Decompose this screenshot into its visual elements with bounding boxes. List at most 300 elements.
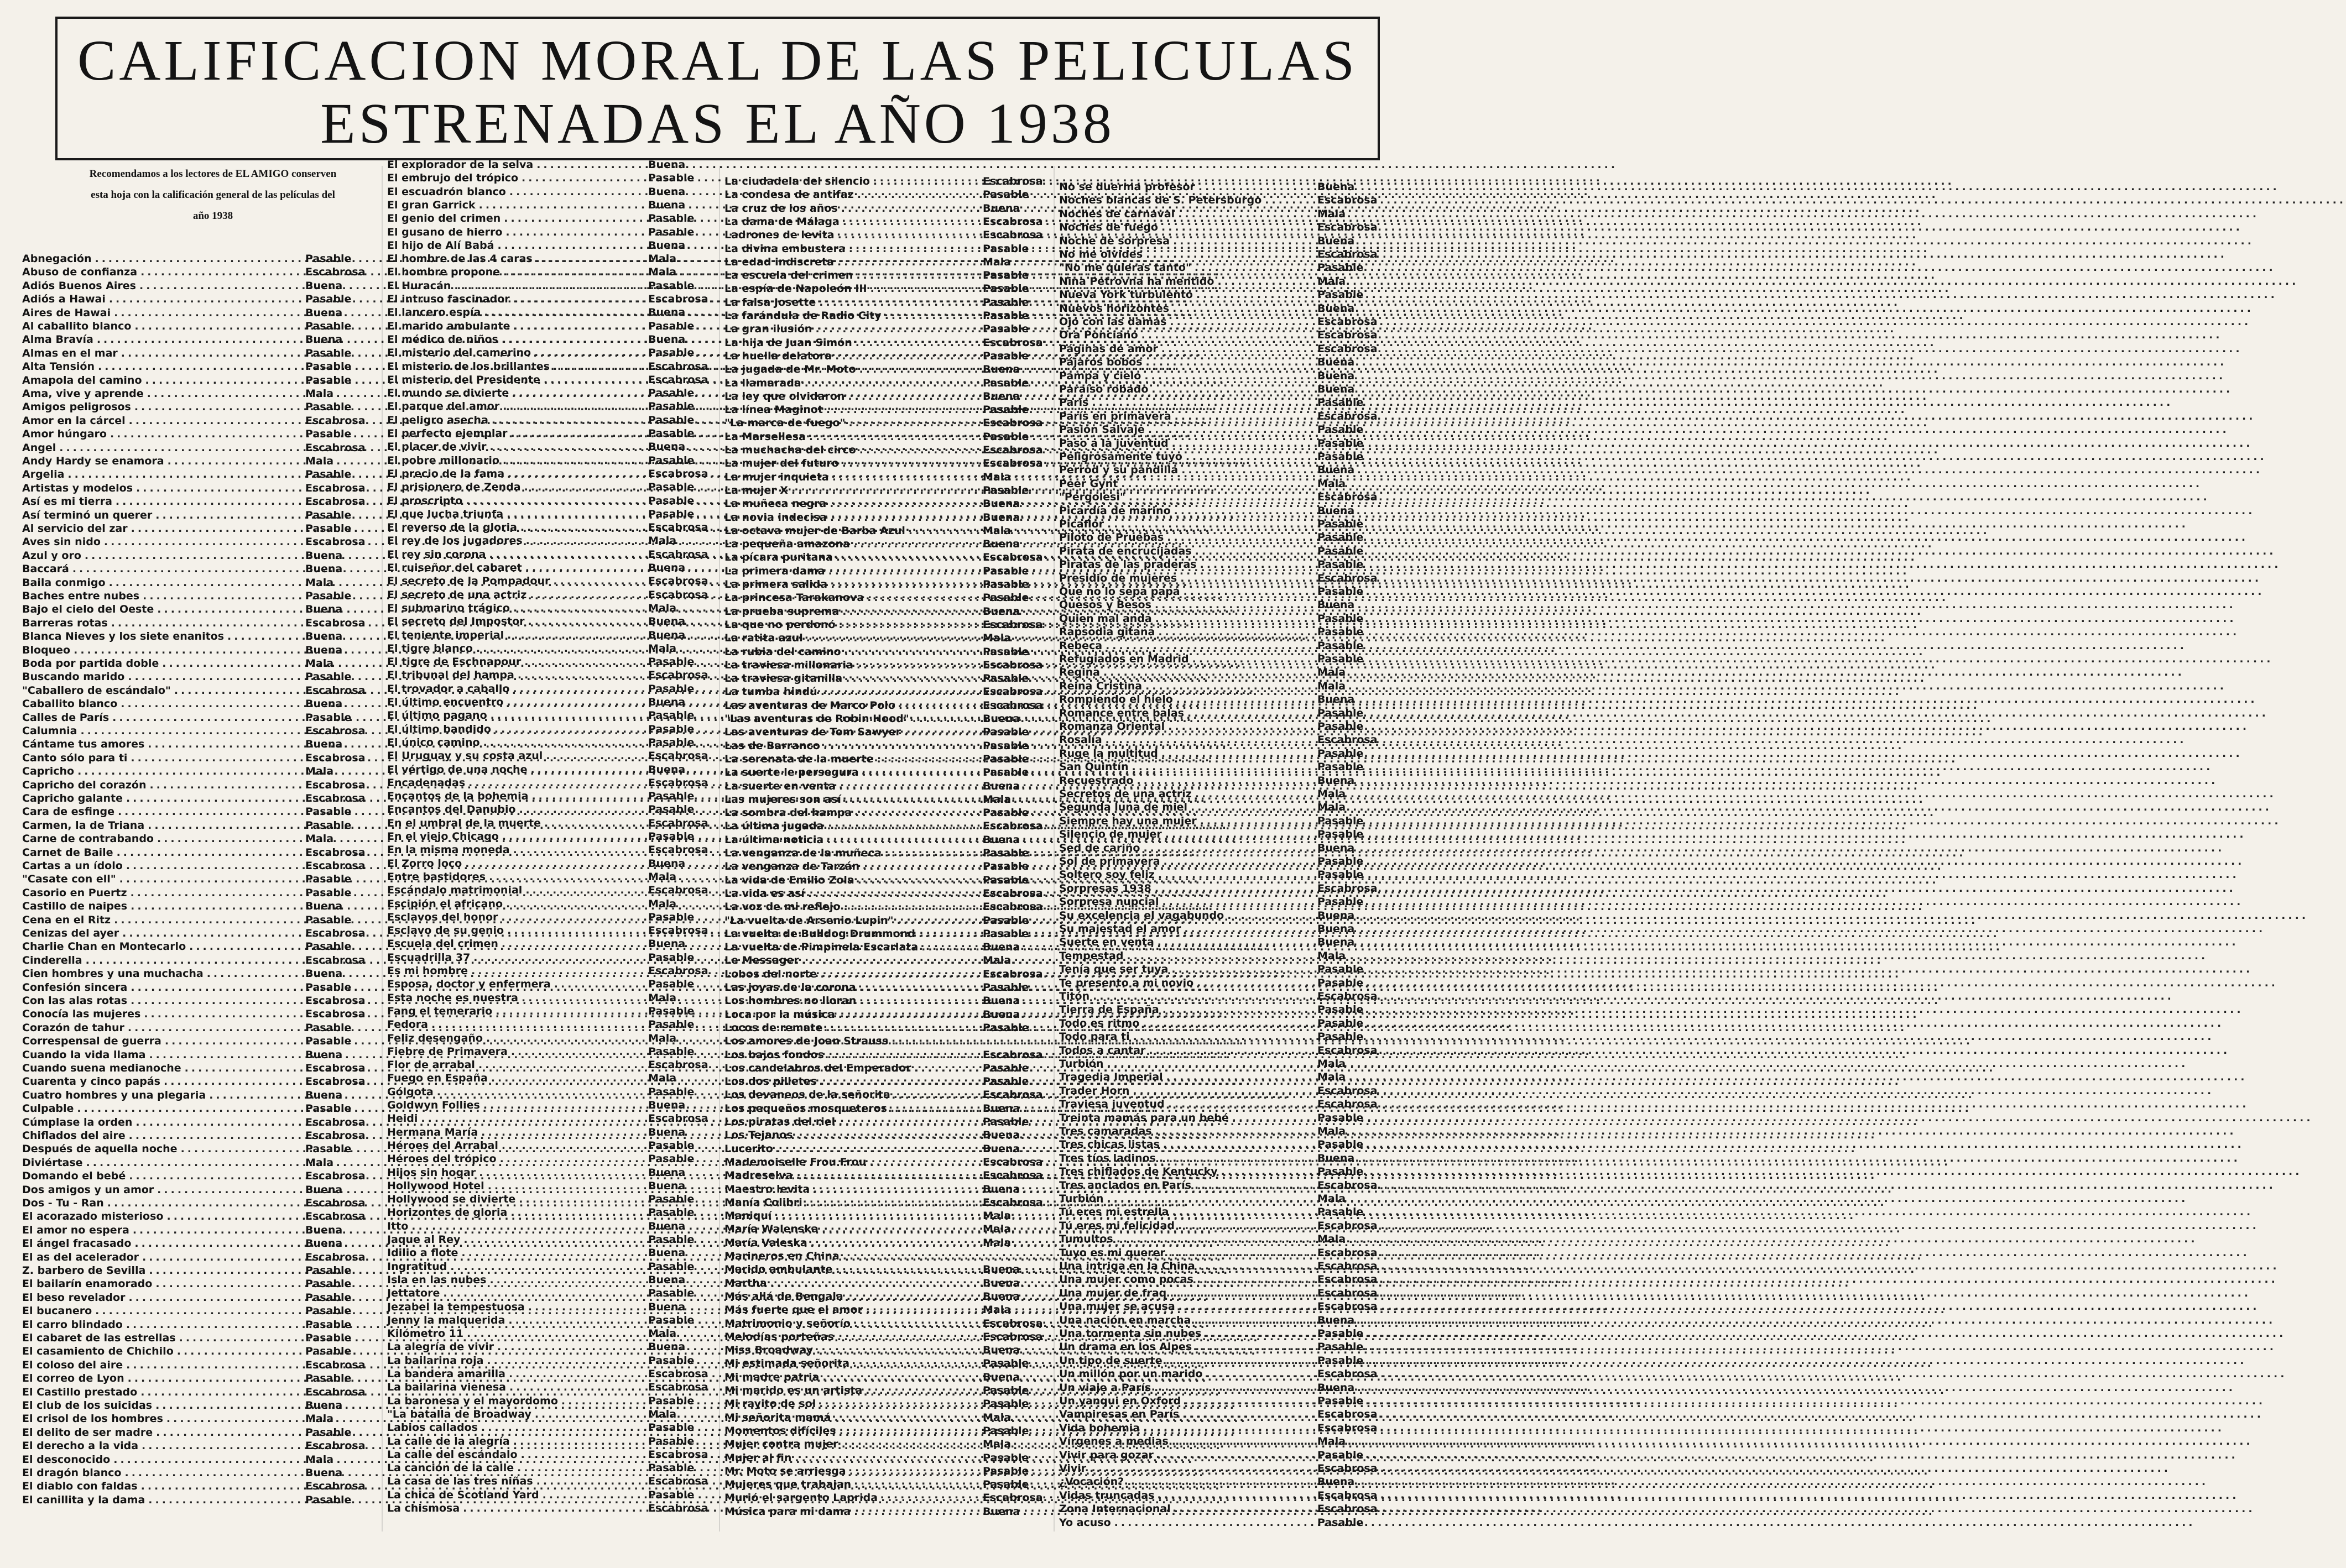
film-rating: Pasable [648, 508, 695, 520]
film-rating: Buena [983, 1008, 1020, 1021]
film-rating: Escabrosa [1317, 1260, 1378, 1272]
film-rating: Escabrosa [648, 924, 708, 937]
film-title: Chiflados del aire [22, 1130, 126, 1142]
film-rating: Pasable [1317, 586, 1364, 598]
dot-leader [114, 913, 302, 928]
film-title: Héroes del Arrabal [387, 1139, 498, 1152]
film-rating: Buena [1317, 842, 1355, 854]
film-title: Una mujer de fraq [1059, 1287, 1167, 1299]
film-title: Un yanqui en Oxford [1059, 1395, 1181, 1407]
film-rating: Pasable [1317, 424, 1364, 436]
film-title: Feliz desengaño [387, 1032, 483, 1044]
film-title: Blanca Nieves y los siete enanitos [22, 630, 225, 643]
film-entry [1059, 584, 1383, 599]
film-entry [387, 1031, 713, 1046]
dot-leader [509, 1380, 645, 1395]
dot-leader [859, 994, 979, 1008]
film-title: La primera dama [724, 565, 825, 577]
film-entry [724, 470, 1048, 485]
film-title: El trovador a caballo [387, 682, 510, 695]
film-title: Sorpresa nupcial [1059, 896, 1159, 908]
dot-leader [165, 1034, 302, 1049]
film-entry [387, 1420, 713, 1435]
dot-leader [509, 185, 645, 200]
intro-note: Recomendamos a los lectores de EL AMIGO conserven esta hoja con la calificación general de las películas del año 1938 [89, 168, 337, 222]
film-rating: Pasable [983, 927, 1029, 940]
dot-leader [528, 1300, 645, 1315]
dot-leader [479, 198, 645, 213]
film-entry [22, 778, 371, 793]
dot-leader [129, 1169, 302, 1184]
film-entry [724, 940, 1048, 955]
film-entry [22, 845, 371, 860]
film-entry [1059, 557, 1383, 572]
film-title: París en primavera [1059, 410, 1171, 422]
film-entry [387, 816, 713, 831]
dot-leader [502, 332, 645, 347]
film-title: Cúmplase la orden [22, 1116, 133, 1128]
film-title: Paraíso robado [1059, 383, 1149, 395]
film-title: La calle del escándalo [387, 1448, 518, 1461]
film-title: Cuarenta y cinco papás [22, 1075, 160, 1088]
dot-leader [502, 1138, 645, 1153]
film-entry [22, 966, 371, 981]
film-title: La línea Maginot [724, 404, 823, 416]
film-title: La falsa Josette [724, 296, 816, 309]
film-entry [1059, 935, 1383, 950]
film-entry [22, 724, 371, 739]
dot-leader [157, 602, 302, 617]
dot-leader [1184, 584, 1314, 599]
film-entry [724, 927, 1048, 942]
film-title: Rosalía [1059, 734, 1102, 746]
film-title: La calle de la alegría [387, 1435, 510, 1447]
film-rating: Mala [648, 1032, 677, 1044]
film-entry [22, 1156, 371, 1170]
film-entry [22, 1061, 371, 1076]
film-entry [387, 494, 713, 509]
film-entry [22, 292, 371, 307]
film-title: Martha [724, 1277, 767, 1289]
film-title: Miss Broadway [724, 1344, 814, 1357]
film-rating: Pasable [305, 886, 352, 899]
dot-leader [508, 467, 645, 482]
film-title: Amor en la cárcel [22, 414, 126, 427]
dot-leader [856, 336, 979, 351]
film-entry [387, 561, 713, 576]
dot-leader [1227, 908, 1314, 923]
dot-leader [207, 966, 302, 981]
dot-leader [1145, 679, 1314, 694]
film-entry [1059, 1164, 1383, 1179]
film-entry [1059, 1097, 1383, 1112]
film-rating: Escabrosa [983, 1196, 1043, 1209]
dot-leader [1141, 328, 1314, 343]
film-rating: Pasable [305, 1035, 352, 1048]
film-title: La primera salida [724, 578, 828, 590]
film-entry [22, 751, 371, 766]
film-rating: Pasable [1317, 976, 1364, 989]
film-title: Azul y oro [22, 549, 81, 562]
film-rating: Buena [648, 562, 686, 574]
dot-leader [890, 1101, 979, 1116]
dot-leader [535, 1407, 645, 1422]
film-title: Madreselva [724, 1169, 793, 1182]
film-rating: Pasable [648, 1488, 695, 1501]
dot-leader [155, 1277, 302, 1292]
film-title: Nina Petrovna ha mentido [1059, 275, 1214, 288]
film-rating: Mala [983, 1210, 1012, 1222]
film-title: Ama, vive y aprende [22, 388, 144, 400]
dot-leader [835, 349, 979, 364]
film-title: La Marsellesa [724, 430, 806, 443]
film-entry [387, 776, 713, 791]
film-entry [724, 1424, 1048, 1439]
film-rating: Pasable [983, 752, 1029, 765]
film-rating: Mala [1317, 1125, 1346, 1137]
film-entry [724, 873, 1048, 888]
film-rating: Mala [1317, 477, 1346, 490]
dot-leader [131, 980, 302, 995]
film-rating: Pasable [305, 360, 352, 373]
film-title: El marido ambulante [387, 320, 510, 332]
film-title: Silencio de mujer [1059, 828, 1162, 841]
dot-leader [421, 1111, 645, 1126]
film-entry [22, 1425, 371, 1440]
film-title: Tempestad [1059, 949, 1124, 962]
film-title: Andy Hardy se enamora [22, 455, 164, 467]
dot-leader [1093, 989, 1314, 1004]
film-entry [724, 1330, 1048, 1345]
film-title: El coloso del aire [22, 1358, 123, 1371]
film-title: Mi señorita mamá [724, 1411, 831, 1424]
film-title: La escuela del crimen [724, 269, 853, 282]
dot-leader [554, 977, 645, 992]
film-entry [1059, 1461, 1383, 1476]
dot-leader [135, 1115, 302, 1130]
dot-leader [530, 588, 645, 603]
film-rating: Pasable [648, 790, 695, 803]
dot-leader [849, 1464, 979, 1479]
dot-leader [856, 268, 979, 283]
dot-leader [144, 1007, 302, 1022]
film-title: Vida bohemia [1059, 1421, 1140, 1434]
film-entry [724, 1182, 1048, 1197]
film-title: Los hombres no lloran [724, 995, 857, 1007]
film-rating: Mala [648, 602, 677, 614]
film-title: Rompiendo el hielo [1059, 693, 1173, 706]
film-rating: Pasable [983, 766, 1029, 779]
film-entry [724, 1074, 1048, 1089]
dot-leader [866, 1383, 979, 1398]
dot-leader [1127, 949, 1314, 964]
film-title: La serenata de la muerte [724, 752, 874, 765]
film-entry [387, 305, 713, 320]
film-entry [387, 991, 713, 1006]
film-rating: Escabrosa [305, 1440, 366, 1452]
film-rating: Pasable [983, 1021, 1029, 1034]
film-entry [22, 670, 371, 684]
film-entry [1059, 1367, 1383, 1382]
film-title: El placer de vivir [387, 441, 487, 453]
film-title: El hijo de Alí Babá [387, 239, 494, 252]
dot-leader [450, 1259, 645, 1274]
film-rating: Mala [648, 266, 677, 279]
film-entry [22, 980, 371, 995]
film-rating: Pasable [648, 1045, 695, 1058]
film-rating: Mala [305, 657, 334, 670]
film-entry [22, 508, 371, 523]
dot-leader [831, 577, 979, 592]
film-entry [724, 1061, 1048, 1076]
film-rating: Escabrosa [983, 175, 1043, 187]
film-title: Abnegación [22, 253, 92, 265]
film-entry [1059, 220, 1383, 235]
dot-leader [112, 710, 302, 725]
film-entry [1059, 1353, 1383, 1368]
film-rating: Escabrosa [305, 1251, 366, 1263]
dot-leader [1178, 207, 1314, 222]
film-rating: Mala [305, 1156, 334, 1169]
film-title: La sombra del hampa [724, 807, 852, 819]
film-title: Tumultos [1059, 1233, 1113, 1246]
dot-leader [841, 201, 979, 216]
film-rating: Escabrosa [648, 1448, 708, 1461]
film-title: La traviesa gitanilla [724, 672, 843, 685]
dot-leader [522, 171, 645, 186]
film-rating: Escabrosa [1317, 1246, 1378, 1259]
film-entry [724, 658, 1048, 673]
film-title: Barreras rotas [22, 616, 108, 629]
film-entry [1059, 517, 1383, 532]
film-title: El gusano de hierro [387, 226, 503, 238]
dot-leader [478, 1058, 645, 1073]
dot-leader [85, 548, 302, 563]
film-title: Titón [1059, 990, 1090, 1002]
dot-leader [848, 416, 979, 431]
film-rating: Escabrosa [648, 965, 708, 977]
film-entry [387, 198, 713, 213]
film-entry [724, 1504, 1048, 1519]
film-title: Pirata de encrucijadas [1059, 545, 1192, 557]
film-title: Cien hombres y una muchacha [22, 968, 204, 980]
dot-leader [1195, 1178, 1314, 1193]
film-entry [724, 1383, 1048, 1398]
dot-leader [489, 547, 645, 562]
film-rating: Escabrosa [1317, 1044, 1378, 1057]
film-title: "Casate con ell" [22, 873, 116, 886]
film-title: Así terminó un querer [22, 509, 153, 521]
dot-leader [837, 1330, 979, 1345]
film-rating: Pasable [648, 656, 695, 668]
dot-leader [854, 1477, 979, 1492]
film-title: Treinta mamás para un bebé [1059, 1111, 1229, 1124]
dot-leader [513, 843, 645, 858]
film-entry [22, 737, 371, 752]
film-rating: Mala [1317, 1233, 1346, 1246]
dot-leader [1200, 557, 1314, 572]
film-entry [387, 937, 713, 952]
film-title: Héroes del trópico [387, 1153, 497, 1165]
dot-leader [1162, 895, 1314, 910]
film-rating: Pasable [305, 981, 352, 994]
film-rating: Escabrosa [983, 457, 1043, 470]
dot-leader [143, 589, 302, 604]
film-entry [387, 279, 713, 294]
film-entry [387, 265, 713, 280]
film-rating: Pasable [983, 269, 1029, 282]
film-rating: Escabrosa [1317, 1421, 1378, 1434]
film-title: Noche de sorpresa [1059, 234, 1170, 247]
film-title: La alegría de vivir [387, 1341, 494, 1353]
film-rating: Pasable [648, 951, 695, 964]
dot-leader [181, 1142, 302, 1157]
dot-leader [561, 1394, 645, 1409]
film-entry [1059, 1421, 1383, 1436]
film-entry [22, 1021, 371, 1036]
film-entry [22, 1344, 371, 1359]
dot-leader [1089, 1461, 1314, 1476]
film-title: Noches de carnaval [1059, 207, 1175, 220]
film-title: Tres chiflados de Kentucky [1059, 1165, 1218, 1178]
film-entry [724, 403, 1048, 417]
film-rating: Pasable [648, 1287, 695, 1300]
film-rating: Buena [305, 1183, 343, 1196]
dot-leader [479, 1165, 645, 1180]
film-rating: Pasable [983, 981, 1029, 994]
film-rating: Pasable [983, 1384, 1029, 1397]
dot-leader [508, 1313, 645, 1328]
film-entry [1059, 193, 1383, 208]
film-entry [22, 454, 371, 469]
film-rating: Pasable [1317, 653, 1364, 665]
film-title: Marido ambulante [724, 1263, 833, 1276]
dot-leader [518, 668, 645, 683]
film-rating: Escabrosa [648, 293, 708, 305]
film-rating: Buena [648, 1273, 686, 1286]
film-rating: Escabrosa [648, 548, 708, 561]
film-title: El Zorro loco [387, 857, 462, 870]
dot-leader [1162, 1002, 1314, 1017]
film-entry [1059, 854, 1383, 869]
dot-leader [842, 456, 979, 471]
film-rating: Buena [648, 1300, 686, 1313]
film-rating: Pasable [1317, 1111, 1364, 1124]
dot-leader [522, 991, 645, 1006]
dot-leader [166, 1412, 302, 1426]
film-entry [387, 252, 713, 266]
film-rating: Pasable [1317, 1031, 1364, 1043]
film-title: Los Tejanos [724, 1129, 793, 1142]
film-entry [1059, 436, 1383, 451]
dot-leader [131, 886, 302, 901]
film-entry [724, 967, 1048, 982]
film-entry [1059, 1137, 1383, 1152]
film-rating: Buena [983, 833, 1020, 846]
film-title: La bailarina vienesa [387, 1381, 506, 1394]
film-rating: Pasable [305, 253, 352, 265]
dot-leader [857, 187, 979, 202]
dot-leader [129, 414, 302, 428]
film-entry [724, 187, 1048, 202]
dot-leader [443, 1286, 645, 1301]
film-rating: Pasable [1317, 1165, 1364, 1178]
film-title: El amor no espera [22, 1224, 129, 1236]
film-title: El desconocido [22, 1453, 111, 1466]
dot-leader [86, 1156, 302, 1170]
film-rating: Mala [1317, 949, 1346, 962]
film-rating: Escabrosa [983, 229, 1043, 242]
film-entry [724, 725, 1048, 740]
film-rating: Pasable [305, 1493, 352, 1506]
film-title: Marineros en China [724, 1250, 840, 1262]
dot-leader [859, 443, 979, 458]
film-title: Su majestad el amor [1059, 923, 1181, 935]
film-entry [22, 306, 371, 321]
dot-leader [837, 255, 979, 270]
film-title: Turbión [1059, 1193, 1104, 1205]
film-title: Angel [22, 441, 56, 454]
film-entry [1059, 922, 1383, 937]
dot-leader [483, 735, 645, 750]
film-rating: Escabrosa [648, 1381, 708, 1394]
film-title: Cinderella [22, 954, 82, 966]
film-title: San Quintín [1059, 761, 1129, 773]
dot-leader [853, 537, 979, 552]
film-entry [387, 1179, 713, 1194]
film-rating: Pasable [648, 1462, 695, 1475]
film-rating: Buena [983, 780, 1020, 792]
film-title: La voz de mi reflejo [724, 901, 841, 913]
dot-leader [1107, 1191, 1314, 1206]
film-title: Sorpresas 1938 [1059, 882, 1151, 895]
dot-leader [164, 1074, 302, 1089]
film-rating: Buena [983, 498, 1020, 510]
film-rating: Escabrosa [1317, 990, 1378, 1002]
film-title: El beso revelador [22, 1291, 126, 1304]
film-title: La casa de las tres niñas [387, 1475, 533, 1488]
film-title: Culpable [22, 1102, 74, 1115]
film-rating: Escabrosa [983, 551, 1043, 564]
dot-leader [437, 1085, 645, 1100]
dot-leader [854, 1316, 979, 1331]
film-entry [387, 641, 713, 656]
film-rating: Buena [648, 239, 686, 252]
film-title: El Castillo prestado [22, 1386, 138, 1398]
film-entry [724, 846, 1048, 861]
dot-leader [1186, 450, 1314, 464]
film-entry [387, 923, 713, 938]
dot-leader [520, 520, 645, 535]
film-entry [22, 926, 371, 941]
dot-leader [473, 950, 645, 965]
film-title: El delito de ser madre [22, 1426, 153, 1439]
dot-leader [846, 671, 979, 686]
film-rating: Pasable [1317, 626, 1364, 639]
film-entry [387, 574, 713, 589]
film-entry [724, 618, 1048, 633]
dot-leader [505, 225, 645, 240]
film-rating: Mala [305, 765, 334, 778]
film-title: Te presento a mi novio [1059, 976, 1194, 989]
film-rating: Pasable [1317, 545, 1364, 557]
film-entry [387, 1488, 713, 1503]
film-rating: Buena [1317, 1476, 1355, 1488]
dot-leader [827, 833, 979, 848]
film-entry [1059, 260, 1383, 275]
dot-leader [805, 376, 979, 391]
dot-leader [1191, 800, 1314, 815]
